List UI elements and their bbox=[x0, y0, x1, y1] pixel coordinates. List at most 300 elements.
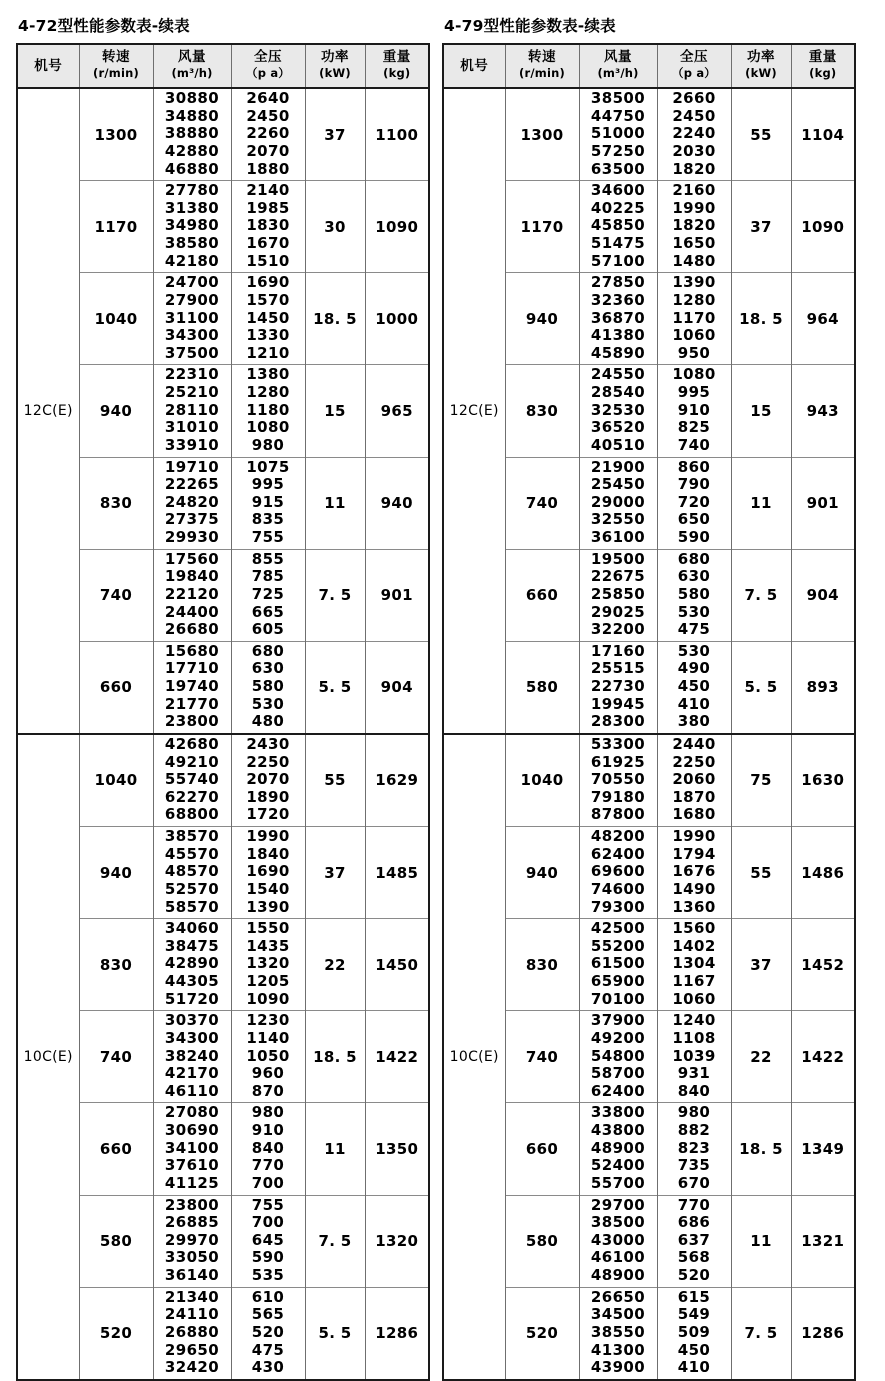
pressure-value: 1450 bbox=[246, 308, 290, 327]
power-cell: 11 bbox=[731, 1195, 791, 1287]
weight-cell: 965 bbox=[365, 365, 429, 457]
pressure-value: 605 bbox=[251, 620, 285, 639]
rpm-cell: 660 bbox=[79, 1103, 153, 1195]
pressure-value: 630 bbox=[677, 567, 711, 586]
table-row bbox=[443, 641, 855, 734]
pressure-value: 2640 bbox=[246, 89, 290, 107]
rpm-cell: 520 bbox=[505, 1287, 579, 1380]
pressure-value: 1108 bbox=[672, 1028, 716, 1047]
table-row bbox=[17, 1287, 429, 1380]
pressure-value: 1075 bbox=[246, 457, 290, 476]
pressure-value: 1985 bbox=[246, 198, 290, 217]
column-header bbox=[579, 44, 657, 88]
pressure-cell bbox=[657, 1195, 731, 1287]
flow-value: 28540 bbox=[590, 383, 646, 401]
weight-cell: 1100 bbox=[375, 125, 419, 144]
pressure-cell bbox=[231, 1195, 305, 1287]
flow-value: 52400 bbox=[590, 1156, 646, 1175]
table-row bbox=[443, 827, 855, 919]
column-header bbox=[731, 44, 791, 88]
flow-value: 68800 bbox=[164, 805, 220, 824]
pressure-value: 1690 bbox=[246, 862, 290, 881]
flow-value: 32360 bbox=[590, 290, 646, 309]
flow-value: 48200 bbox=[590, 827, 646, 845]
table-row bbox=[443, 1103, 855, 1195]
pressure-value: 580 bbox=[677, 584, 711, 603]
pressure-value: 1480 bbox=[672, 251, 716, 270]
flow-value: 38475 bbox=[164, 936, 220, 955]
flow-value: 24820 bbox=[164, 492, 220, 511]
flow-value-stack bbox=[154, 919, 231, 1010]
power-cell: 7. 5 bbox=[305, 1195, 365, 1287]
pressure-value-stack bbox=[658, 827, 731, 918]
pressure-value: 1240 bbox=[672, 1011, 716, 1030]
pressure-value: 1720 bbox=[246, 805, 290, 824]
power-cell: 5. 5 bbox=[305, 1287, 365, 1380]
power-cell: 18. 5 bbox=[305, 273, 365, 365]
column-header-unit: (kg) bbox=[809, 66, 837, 81]
flow-value-stack bbox=[154, 89, 231, 180]
flow-value-stack bbox=[580, 919, 657, 1010]
pressure-value-stack bbox=[658, 273, 731, 364]
table-row bbox=[17, 88, 429, 181]
flow-value: 48900 bbox=[590, 1266, 646, 1284]
flow-cell bbox=[153, 457, 231, 549]
column-header-unit: (m³/h) bbox=[597, 66, 639, 81]
flow-value: 42890 bbox=[164, 954, 220, 973]
pressure-value: 490 bbox=[677, 659, 711, 678]
flow-value-stack bbox=[580, 735, 657, 826]
table-row bbox=[443, 734, 855, 827]
flow-cell bbox=[153, 88, 231, 181]
pressure-value: 840 bbox=[251, 1138, 285, 1157]
power-cell: 11 bbox=[305, 1103, 365, 1195]
flow-value: 29970 bbox=[164, 1230, 220, 1249]
tables-row bbox=[16, 14, 869, 1381]
flow-value-stack bbox=[580, 1196, 657, 1287]
table-row bbox=[443, 1011, 855, 1103]
flow-value: 22120 bbox=[164, 584, 220, 603]
pressure-value: 380 bbox=[677, 712, 711, 731]
pressure-value-stack bbox=[232, 273, 305, 364]
pressure-value: 1880 bbox=[246, 159, 290, 178]
rpm-cell: 660 bbox=[505, 1103, 579, 1195]
weight-cell: 901 bbox=[365, 549, 429, 641]
table-row bbox=[17, 919, 429, 1011]
pressure-value: 410 bbox=[677, 1358, 711, 1377]
flow-value: 43900 bbox=[590, 1358, 646, 1377]
flow-value: 21900 bbox=[590, 457, 646, 476]
flow-value: 44750 bbox=[590, 106, 646, 125]
column-header-label: 重量 bbox=[382, 49, 411, 66]
pressure-value: 637 bbox=[677, 1230, 711, 1249]
rpm-cell: 1040 bbox=[505, 734, 579, 827]
pressure-value: 980 bbox=[251, 435, 285, 454]
flow-value: 42170 bbox=[164, 1064, 220, 1083]
flow-value: 41125 bbox=[164, 1173, 220, 1192]
rpm-cell: 740 bbox=[79, 549, 153, 641]
pressure-value: 1570 bbox=[246, 290, 290, 309]
flow-value: 22310 bbox=[164, 365, 220, 384]
rpm-cell: 940 bbox=[79, 365, 153, 457]
pressure-value: 770 bbox=[251, 1156, 285, 1175]
rpm-cell: 830 bbox=[505, 365, 579, 457]
pressure-cell bbox=[231, 181, 305, 273]
weight-cell: 1350 bbox=[365, 1103, 429, 1195]
column-header-unit: (kW) bbox=[319, 66, 351, 81]
pressure-cell bbox=[657, 919, 731, 1011]
flow-value: 29700 bbox=[590, 1195, 646, 1214]
flow-value: 62270 bbox=[164, 787, 220, 806]
power-cell: 7. 5 bbox=[305, 549, 365, 641]
column-header-label: 功率 bbox=[321, 49, 349, 66]
model-cell: 12C(E) bbox=[17, 88, 79, 734]
pressure-value: 995 bbox=[677, 383, 711, 401]
flow-value: 61925 bbox=[590, 752, 646, 771]
flow-value: 31380 bbox=[164, 198, 220, 217]
weight-cell: 1422 bbox=[365, 1011, 429, 1103]
flow-value: 33050 bbox=[164, 1248, 220, 1267]
flow-value: 45570 bbox=[164, 844, 220, 863]
pressure-value: 645 bbox=[251, 1230, 285, 1249]
weight-cell: 1090 bbox=[791, 181, 855, 273]
pressure-value-stack bbox=[232, 550, 305, 641]
weight-cell: 1450 bbox=[365, 919, 429, 1011]
flow-value: 46100 bbox=[590, 1248, 646, 1267]
spec-table bbox=[442, 43, 856, 1381]
table-row bbox=[443, 273, 855, 365]
pressure-value: 650 bbox=[677, 510, 711, 529]
table-row bbox=[17, 734, 429, 827]
table-row bbox=[443, 88, 855, 181]
column-header-unit: (kg) bbox=[383, 66, 411, 81]
column-header-label: 转速 bbox=[528, 49, 556, 66]
pressure-value: 1280 bbox=[672, 290, 716, 309]
pressure-value: 480 bbox=[251, 712, 285, 731]
pressure-value-stack bbox=[232, 1011, 305, 1102]
pressure-value: 2240 bbox=[672, 124, 716, 143]
pressure-cell bbox=[657, 1103, 731, 1195]
pressure-cell bbox=[657, 827, 731, 919]
weight-cell: 1321 bbox=[791, 1195, 855, 1287]
column-header-label: 风量 bbox=[178, 49, 206, 66]
table-row bbox=[17, 641, 429, 734]
flow-value: 34300 bbox=[164, 326, 220, 345]
pressure-value-stack bbox=[658, 181, 731, 272]
flow-value: 79300 bbox=[590, 897, 646, 916]
weight-cell: 1286 bbox=[365, 1287, 429, 1380]
flow-cell bbox=[579, 641, 657, 734]
flow-value: 34600 bbox=[590, 181, 646, 200]
flow-value: 38240 bbox=[164, 1046, 220, 1065]
column-header-label: 重量 bbox=[808, 49, 837, 66]
pressure-value: 1990 bbox=[672, 827, 716, 845]
pressure-value: 1060 bbox=[672, 326, 716, 345]
flow-cell bbox=[579, 1195, 657, 1287]
pressure-value: 2440 bbox=[672, 734, 716, 753]
pressure-value: 1390 bbox=[672, 273, 716, 292]
column-header bbox=[79, 44, 153, 88]
flow-cell bbox=[153, 549, 231, 641]
pressure-value: 725 bbox=[251, 584, 285, 603]
pressure-cell bbox=[657, 1011, 731, 1103]
flow-value: 19945 bbox=[590, 694, 646, 713]
power-cell: 5. 5 bbox=[305, 641, 365, 734]
pressure-value-stack bbox=[658, 919, 731, 1010]
rpm-cell: 520 bbox=[79, 1287, 153, 1380]
flow-value: 62400 bbox=[590, 844, 646, 863]
weight-cell: 1286 bbox=[791, 1287, 855, 1380]
flow-cell bbox=[579, 1011, 657, 1103]
flow-value: 23800 bbox=[164, 712, 220, 731]
flow-value: 19500 bbox=[590, 549, 646, 568]
flow-value-stack bbox=[154, 1196, 231, 1287]
pressure-value-stack bbox=[658, 1288, 731, 1379]
pressure-value: 1039 bbox=[672, 1046, 716, 1065]
pressure-value: 1402 bbox=[672, 936, 716, 955]
flow-cell bbox=[153, 1287, 231, 1380]
flow-value: 43800 bbox=[590, 1121, 646, 1139]
pressure-value: 950 bbox=[677, 343, 711, 362]
pressure-value: 2070 bbox=[246, 141, 290, 160]
table-row bbox=[17, 549, 429, 641]
flow-value-stack bbox=[154, 365, 231, 456]
rpm-cell: 830 bbox=[79, 457, 153, 549]
pressure-value: 2250 bbox=[246, 752, 290, 771]
pressure-value: 840 bbox=[677, 1081, 711, 1100]
flow-value: 40510 bbox=[590, 435, 646, 454]
pressure-value: 2260 bbox=[246, 124, 290, 143]
pressure-value: 580 bbox=[251, 677, 285, 695]
flow-value: 32530 bbox=[590, 400, 646, 419]
flow-cell bbox=[579, 734, 657, 827]
rpm-cell: 940 bbox=[505, 273, 579, 365]
flow-value: 17160 bbox=[590, 641, 646, 660]
pressure-value: 430 bbox=[251, 1358, 285, 1377]
pressure-cell bbox=[231, 457, 305, 549]
table-row bbox=[443, 181, 855, 273]
pressure-value: 735 bbox=[677, 1156, 711, 1175]
table-row bbox=[17, 365, 429, 457]
flow-value: 41380 bbox=[590, 326, 646, 345]
flow-value: 26680 bbox=[164, 620, 220, 639]
column-header-unit: (r/min) bbox=[519, 66, 565, 81]
pressure-value: 825 bbox=[677, 418, 711, 437]
table-row bbox=[17, 1011, 429, 1103]
flow-value: 53300 bbox=[590, 734, 646, 753]
column-header bbox=[657, 44, 731, 88]
pressure-value-stack bbox=[658, 550, 731, 641]
flow-value: 17710 bbox=[164, 659, 220, 678]
pressure-value: 1090 bbox=[246, 989, 290, 1008]
pressure-value: 2660 bbox=[672, 89, 716, 107]
column-header bbox=[443, 44, 505, 88]
pressure-value: 1050 bbox=[246, 1046, 290, 1065]
model-cell: 12C(E) bbox=[443, 88, 505, 734]
pressure-value: 686 bbox=[677, 1213, 711, 1232]
flow-value: 37900 bbox=[590, 1011, 646, 1030]
pressure-value: 1680 bbox=[672, 805, 716, 824]
spec-table-block bbox=[442, 14, 854, 1381]
flow-value-stack bbox=[580, 642, 657, 733]
table-row bbox=[443, 549, 855, 641]
pressure-value: 590 bbox=[251, 1248, 285, 1267]
flow-value: 29025 bbox=[590, 602, 646, 621]
pressure-cell bbox=[231, 919, 305, 1011]
pressure-value: 1390 bbox=[246, 897, 290, 916]
flow-value: 54800 bbox=[590, 1046, 646, 1065]
flow-value: 55200 bbox=[590, 936, 646, 955]
flow-value: 15680 bbox=[164, 641, 220, 660]
table-title: 4-79型性能参数表-续表 bbox=[444, 17, 616, 35]
flow-value-stack bbox=[580, 1011, 657, 1102]
flow-value: 27900 bbox=[164, 290, 220, 309]
pressure-value: 870 bbox=[251, 1081, 285, 1100]
pressure-cell bbox=[657, 641, 731, 734]
pressure-value: 1140 bbox=[246, 1028, 290, 1047]
flow-value: 34300 bbox=[164, 1028, 220, 1047]
flow-cell bbox=[153, 641, 231, 734]
pressure-value: 530 bbox=[677, 641, 711, 660]
flow-value: 32200 bbox=[590, 620, 646, 639]
pressure-value: 1840 bbox=[246, 844, 290, 863]
power-cell: 22 bbox=[731, 1011, 791, 1103]
flow-value-stack bbox=[580, 550, 657, 641]
pressure-value: 2430 bbox=[246, 734, 290, 753]
flow-value: 61500 bbox=[590, 954, 646, 973]
pressure-value-stack bbox=[658, 642, 731, 733]
weight-cell: 1630 bbox=[791, 734, 855, 827]
pressure-cell bbox=[657, 549, 731, 641]
flow-value: 36140 bbox=[164, 1266, 220, 1284]
pressure-value: 700 bbox=[251, 1213, 285, 1232]
pressure-value: 1380 bbox=[246, 365, 290, 384]
flow-value: 19710 bbox=[164, 457, 220, 476]
pressure-value: 755 bbox=[251, 528, 285, 546]
flow-cell bbox=[153, 827, 231, 919]
table-row bbox=[17, 1103, 429, 1195]
column-header-label: 机号 bbox=[460, 58, 489, 75]
pressure-value: 535 bbox=[251, 1266, 285, 1284]
column-header-label: 机号 bbox=[34, 58, 63, 75]
flow-cell bbox=[579, 457, 657, 549]
pressure-value: 450 bbox=[677, 1340, 711, 1359]
table-row bbox=[443, 1195, 855, 1287]
column-header-label: 功率 bbox=[747, 49, 775, 66]
rpm-cell: 580 bbox=[505, 641, 579, 734]
weight-cell: 1320 bbox=[365, 1195, 429, 1287]
pressure-value: 2250 bbox=[672, 752, 716, 771]
column-header bbox=[505, 44, 579, 88]
pressure-value: 1170 bbox=[672, 308, 716, 327]
pressure-value-stack bbox=[232, 89, 305, 180]
flow-value: 34100 bbox=[164, 1138, 220, 1157]
flow-value: 33910 bbox=[164, 435, 220, 454]
power-cell: 15 bbox=[305, 365, 365, 457]
column-header bbox=[17, 44, 79, 88]
pressure-value: 520 bbox=[251, 1322, 285, 1341]
table-row bbox=[17, 1195, 429, 1287]
power-cell: 55 bbox=[305, 734, 365, 827]
pressure-cell bbox=[231, 365, 305, 457]
pressure-value: 630 bbox=[251, 659, 285, 678]
rpm-cell: 1300 bbox=[505, 88, 579, 181]
flow-value: 41300 bbox=[590, 1340, 646, 1359]
weight-cell: 1629 bbox=[365, 734, 429, 827]
pressure-value: 1670 bbox=[246, 234, 290, 252]
flow-value: 21770 bbox=[164, 694, 220, 713]
flow-value: 19740 bbox=[164, 677, 220, 695]
flow-value: 17560 bbox=[164, 549, 220, 568]
column-header bbox=[791, 44, 855, 88]
flow-value: 24110 bbox=[164, 1305, 220, 1324]
pressure-value: 1890 bbox=[246, 787, 290, 806]
pressure-value-stack bbox=[658, 735, 731, 826]
pressure-value-stack bbox=[232, 919, 305, 1010]
power-cell: 75 bbox=[731, 734, 791, 827]
pressure-cell bbox=[231, 827, 305, 919]
column-header-unit: (r/min) bbox=[93, 66, 139, 81]
pressure-value: 860 bbox=[677, 457, 711, 476]
pressure-value: 915 bbox=[251, 492, 285, 511]
flow-value: 46110 bbox=[164, 1081, 220, 1100]
flow-cell bbox=[579, 827, 657, 919]
flow-value: 27375 bbox=[164, 510, 220, 529]
pressure-value: 1304 bbox=[672, 954, 716, 973]
pressure-value: 835 bbox=[251, 510, 285, 529]
weight-cell: 1486 bbox=[791, 827, 855, 919]
table-row bbox=[443, 365, 855, 457]
flow-value: 44305 bbox=[164, 972, 220, 990]
flow-value: 22265 bbox=[164, 475, 220, 494]
pressure-value: 1167 bbox=[672, 972, 716, 990]
flow-value: 51000 bbox=[590, 124, 646, 143]
pressure-cell bbox=[657, 734, 731, 827]
table-header-row bbox=[443, 44, 855, 88]
flow-value: 38570 bbox=[164, 827, 220, 845]
flow-value-stack bbox=[580, 89, 657, 180]
flow-value-stack bbox=[154, 642, 231, 733]
column-header bbox=[153, 44, 231, 88]
power-cell: 18. 5 bbox=[731, 273, 791, 365]
flow-value: 24550 bbox=[590, 365, 646, 384]
flow-value: 70100 bbox=[590, 989, 646, 1008]
flow-cell bbox=[579, 365, 657, 457]
flow-value: 65900 bbox=[590, 972, 646, 990]
pressure-value: 615 bbox=[677, 1287, 711, 1306]
pressure-value: 1330 bbox=[246, 326, 290, 345]
pressure-value: 1080 bbox=[246, 418, 290, 437]
flow-value-stack bbox=[580, 1103, 657, 1194]
column-header-label: 风量 bbox=[604, 49, 632, 66]
pressure-value: 700 bbox=[251, 1173, 285, 1192]
flow-value: 34500 bbox=[590, 1305, 646, 1324]
flow-value-stack bbox=[580, 458, 657, 549]
flow-value: 48900 bbox=[590, 1138, 646, 1157]
table-title: 4-72型性能参数表-续表 bbox=[18, 17, 190, 35]
flow-cell bbox=[153, 919, 231, 1011]
column-header-unit: （p a） bbox=[672, 66, 716, 81]
pressure-value: 549 bbox=[677, 1305, 711, 1324]
flow-value-stack bbox=[580, 181, 657, 272]
flow-cell bbox=[579, 181, 657, 273]
column-header bbox=[365, 44, 429, 88]
pressure-value: 1510 bbox=[246, 251, 290, 270]
spec-table bbox=[16, 43, 430, 1381]
flow-value: 32420 bbox=[164, 1358, 220, 1377]
flow-value: 36520 bbox=[590, 418, 646, 437]
weight-cell: 904 bbox=[365, 641, 429, 734]
